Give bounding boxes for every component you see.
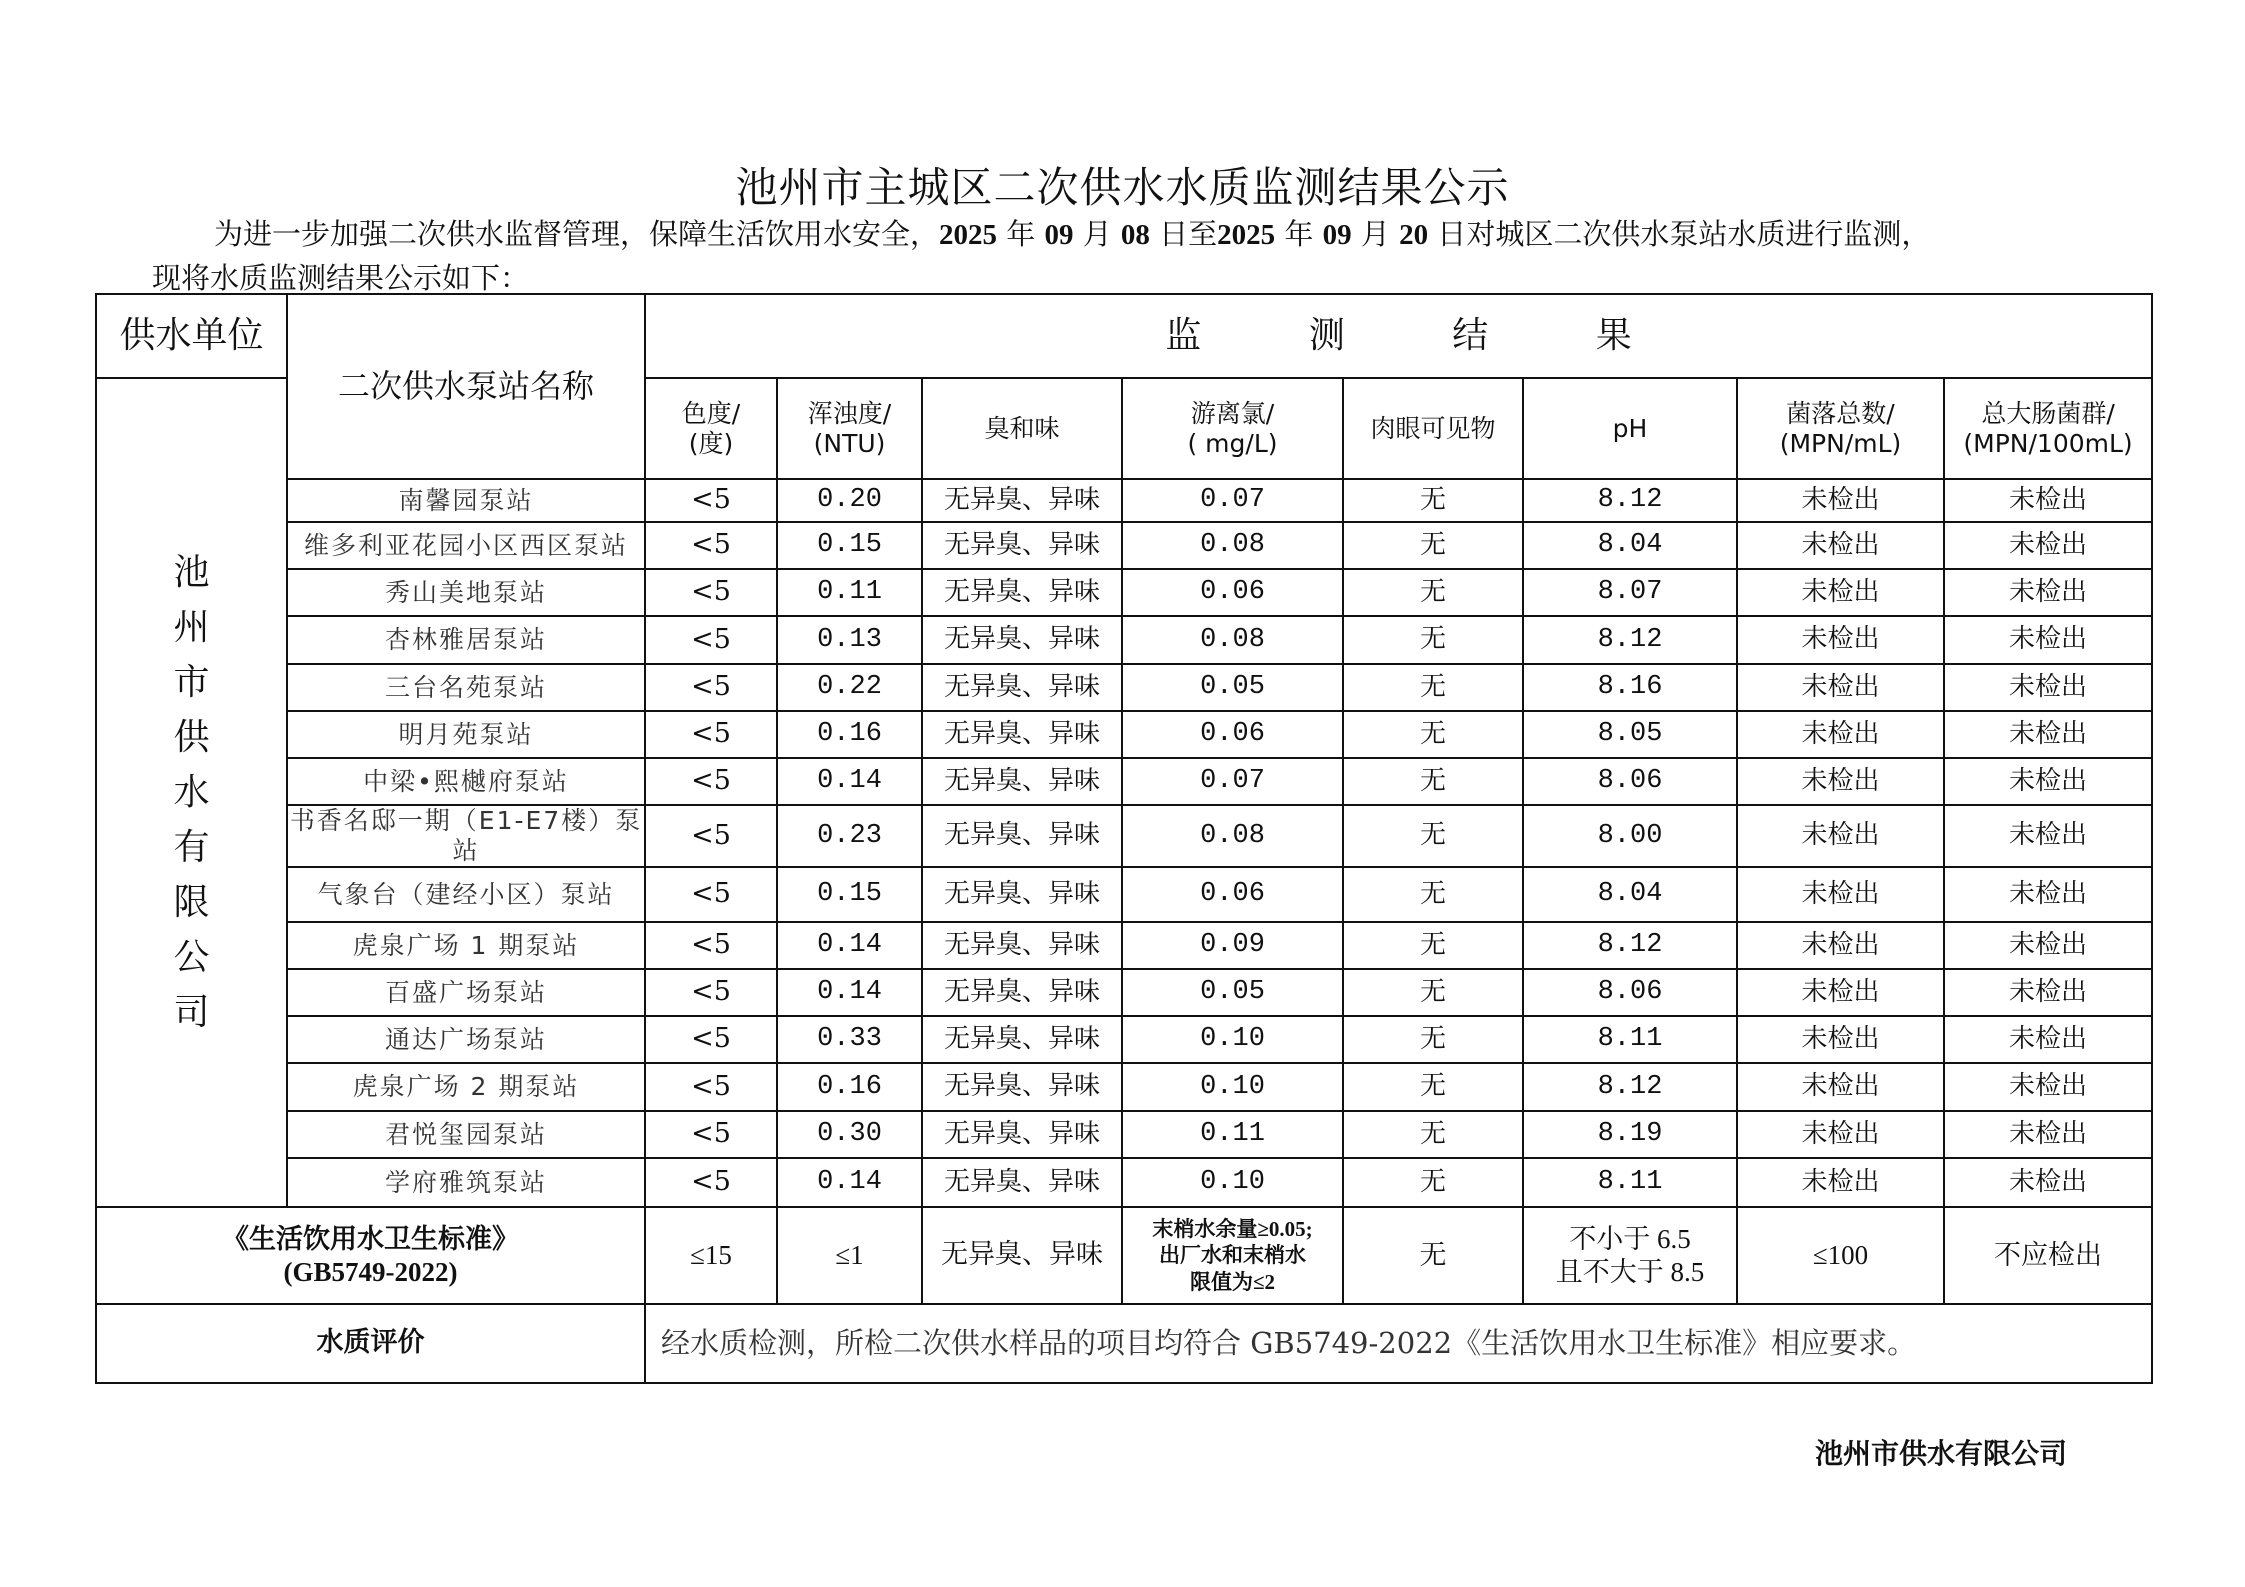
coliform-value: 未检出: [1944, 479, 2152, 522]
turbidity-value: 0.14: [777, 758, 922, 805]
coliform-value: 未检出: [1944, 1158, 2152, 1207]
header-visible-matter: [1343, 378, 1523, 479]
header-station-name: 二次供水泵站名称: [287, 294, 645, 479]
supply-company-cell: [96, 378, 287, 1207]
header-chlorine-line1: 游离氯/: [1190, 398, 1275, 428]
chlorine-value: 0.10: [1122, 1158, 1343, 1207]
ph-value: 8.12: [1523, 479, 1737, 522]
standard-coliform: 不应检出: [1944, 1207, 2152, 1304]
header-supply-unit: 供水单位: [96, 294, 287, 378]
visible-value: 无: [1343, 969, 1523, 1016]
colony-value: 未检出: [1737, 1063, 1944, 1111]
day-char: 日: [1159, 217, 1189, 251]
color-value: <5: [645, 479, 777, 522]
header-row-1: [96, 294, 2152, 378]
company-char: 州: [173, 607, 210, 648]
visible-value: 无: [1343, 1158, 1523, 1207]
odor-value: 无异臭、异味: [922, 1016, 1122, 1063]
colony-value: 未检出: [1737, 711, 1944, 758]
day-char: 日: [1437, 217, 1467, 251]
chlorine-value: 0.05: [1122, 664, 1343, 711]
ph-value: 8.12: [1523, 616, 1737, 664]
station-name: 书香名邸一期（E1-E7楼）泵站: [287, 805, 645, 867]
header-chlorine-line2: ( mg/L): [1187, 428, 1278, 458]
standard-colony: ≤100: [1737, 1207, 1944, 1304]
turbidity-value: 0.23: [777, 805, 922, 867]
standard-chlorine-line2: 出厂水和末梢水: [1159, 1243, 1306, 1268]
chlorine-value: 0.07: [1122, 479, 1343, 522]
coliform-value: 未检出: [1944, 664, 2152, 711]
odor-value: 无异臭、异味: [922, 664, 1122, 711]
colony-value: 未检出: [1737, 522, 1944, 569]
standard-visible: 无: [1343, 1207, 1523, 1304]
company-char: 司: [173, 992, 210, 1033]
visible-value: 无: [1343, 805, 1523, 867]
ph-value: 8.06: [1523, 969, 1737, 1016]
table-row: [96, 1016, 2152, 1063]
colony-value: 未检出: [1737, 1016, 1944, 1063]
odor-value: 无异臭、异味: [922, 969, 1122, 1016]
visible-value: 无: [1343, 867, 1523, 922]
ph-value: 8.12: [1523, 1063, 1737, 1111]
chlorine-value: 0.06: [1122, 711, 1343, 758]
intro-prefix: 为进一步加强二次供水监督管理，保障生活饮用水安全，: [214, 217, 940, 251]
color-value: <5: [645, 522, 777, 569]
standard-chlorine-line1: 末梢水余量≥0.05;: [1152, 1217, 1313, 1242]
turbidity-value: 0.15: [777, 867, 922, 922]
odor-value: 无异臭、异味: [922, 479, 1122, 522]
table-row: [96, 969, 2152, 1016]
color-value: <5: [645, 922, 777, 969]
station-name: 明月苑泵站: [287, 711, 645, 758]
visible-value: 无: [1343, 711, 1523, 758]
ph-value: 8.04: [1523, 867, 1737, 922]
chlorine-value: 0.06: [1122, 867, 1343, 922]
coliform-value: 未检出: [1944, 1016, 2152, 1063]
table-row: [96, 758, 2152, 805]
table-row: [96, 664, 2152, 711]
chlorine-value: 0.07: [1122, 758, 1343, 805]
odor-value: 无异臭、异味: [922, 522, 1122, 569]
coliform-value: 未检出: [1944, 616, 2152, 664]
table-row: [96, 867, 2152, 922]
color-value: <5: [645, 867, 777, 922]
evaluation-row: [96, 1304, 2152, 1383]
visible-value: 无: [1343, 1111, 1523, 1158]
visible-value: 无: [1343, 522, 1523, 569]
table-row: [96, 569, 2152, 616]
turbidity-value: 0.14: [777, 969, 922, 1016]
colony-value: 未检出: [1737, 616, 1944, 664]
header-monitoring-results: 监 测 结 果: [645, 294, 2152, 378]
color-value: <5: [645, 1016, 777, 1063]
standard-odor: 无异臭、异味: [922, 1207, 1122, 1304]
month-char: 月: [1082, 217, 1112, 251]
header-visible-line1: 肉眼可见物: [1370, 413, 1496, 443]
ph-value: 8.11: [1523, 1158, 1737, 1207]
colony-value: 未检出: [1737, 867, 1944, 922]
ph-value: 8.19: [1523, 1111, 1737, 1158]
visible-value: 无: [1343, 922, 1523, 969]
table-row: [96, 479, 2152, 522]
station-name: 秀山美地泵站: [287, 569, 645, 616]
coliform-value: 未检出: [1944, 969, 2152, 1016]
standard-color: ≤15: [645, 1207, 777, 1304]
standard-label: [96, 1207, 645, 1304]
visible-value: 无: [1343, 1063, 1523, 1111]
year-char: 年: [1006, 217, 1036, 251]
header-turbidity: [777, 378, 922, 479]
table-row: [96, 1111, 2152, 1158]
ph-value: 8.11: [1523, 1016, 1737, 1063]
chlorine-value: 0.10: [1122, 1063, 1343, 1111]
start-day: 08: [1120, 219, 1150, 251]
chlorine-value: 0.08: [1122, 805, 1343, 867]
company-char: 市: [173, 662, 210, 703]
table-row: [96, 616, 2152, 664]
chlorine-value: 0.09: [1122, 922, 1343, 969]
turbidity-value: 0.16: [777, 1063, 922, 1111]
station-name: 虎泉广场 2 期泵站: [287, 1063, 645, 1111]
end-month: 09: [1322, 219, 1352, 251]
station-name: 君悦玺园泵站: [287, 1111, 645, 1158]
color-value: <5: [645, 1111, 777, 1158]
color-value: <5: [645, 664, 777, 711]
color-value: <5: [645, 1063, 777, 1111]
turbidity-value: 0.30: [777, 1111, 922, 1158]
standard-label-line2: (GB5749-2022): [283, 1256, 458, 1287]
turbidity-value: 0.22: [777, 664, 922, 711]
turbidity-value: 0.16: [777, 711, 922, 758]
coliform-value: 未检出: [1944, 711, 2152, 758]
header-colony-line2: (MPN/mL): [1779, 428, 1902, 458]
chlorine-value: 0.08: [1122, 522, 1343, 569]
table-row: [96, 711, 2152, 758]
turbidity-value: 0.15: [777, 522, 922, 569]
table-row: [96, 1158, 2152, 1207]
station-name: 中梁•熙樾府泵站: [287, 758, 645, 805]
table-row: [96, 805, 2152, 867]
colony-value: 未检出: [1737, 922, 1944, 969]
standard-ph-line1: 不小于 6.5: [1569, 1224, 1691, 1255]
odor-value: 无异臭、异味: [922, 711, 1122, 758]
visible-value: 无: [1343, 758, 1523, 805]
station-name: 百盛广场泵站: [287, 969, 645, 1016]
ph-value: 8.04: [1523, 522, 1737, 569]
station-name: 三台名苑泵站: [287, 664, 645, 711]
header-colony-line1: 菌落总数/: [1786, 398, 1895, 428]
colony-value: 未检出: [1737, 1111, 1944, 1158]
company-char: 池: [173, 552, 210, 593]
header-color-line2: (度): [688, 428, 734, 458]
color-value: <5: [645, 969, 777, 1016]
odor-value: 无异臭、异味: [922, 569, 1122, 616]
station-name: 通达广场泵站: [287, 1016, 645, 1063]
color-value: <5: [645, 711, 777, 758]
evaluation-label: 水质评价: [96, 1304, 645, 1383]
colony-value: 未检出: [1737, 479, 1944, 522]
standard-row: [96, 1207, 2152, 1304]
station-name: 杏林雅居泵站: [287, 616, 645, 664]
to-char: 至: [1188, 217, 1218, 251]
ph-value: 8.05: [1523, 711, 1737, 758]
ph-value: 8.12: [1523, 922, 1737, 969]
visible-value: 无: [1343, 616, 1523, 664]
odor-value: 无异臭、异味: [922, 867, 1122, 922]
header-ph-line1: pH: [1612, 413, 1648, 443]
colony-value: 未检出: [1737, 664, 1944, 711]
company-char: 供: [173, 717, 210, 758]
ph-value: 8.16: [1523, 664, 1737, 711]
end-day: 20: [1399, 219, 1429, 251]
ph-value: 8.06: [1523, 758, 1737, 805]
odor-value: 无异臭、异味: [922, 805, 1122, 867]
header-odor: [922, 378, 1122, 479]
evaluation-text: 经水质检测，所检二次供水样品的项目均符合 GB5749-2022《生活饮用水卫生标准》相应要求。: [645, 1304, 2152, 1383]
water-quality-table: [95, 293, 2153, 1384]
chlorine-value: 0.06: [1122, 569, 1343, 616]
coliform-value: 未检出: [1944, 867, 2152, 922]
odor-value: 无异臭、异味: [922, 1111, 1122, 1158]
header-colony-count: [1737, 378, 1944, 479]
table-row: [96, 1063, 2152, 1111]
color-value: <5: [645, 569, 777, 616]
colony-value: 未检出: [1737, 805, 1944, 867]
turbidity-value: 0.11: [777, 569, 922, 616]
station-name: 维多利亚花园小区西区泵站: [287, 522, 645, 569]
company-char: 公: [173, 937, 210, 978]
month-char: 月: [1360, 217, 1390, 251]
odor-value: 无异臭、异味: [922, 1063, 1122, 1111]
coliform-value: 未检出: [1944, 1111, 2152, 1158]
visible-value: 无: [1343, 479, 1523, 522]
turbidity-value: 0.33: [777, 1016, 922, 1063]
intro-line-2: 现将水质监测结果公示如下：: [152, 261, 530, 295]
intro-suffix: 对城区二次供水泵站水质进行监测，: [1466, 217, 1931, 251]
color-value: <5: [645, 1158, 777, 1207]
header-color-line1: 色度/: [681, 398, 741, 428]
odor-value: 无异臭、异味: [922, 758, 1122, 805]
company-char: 水: [173, 772, 210, 813]
chlorine-value: 0.08: [1122, 616, 1343, 664]
standard-ph: [1523, 1207, 1737, 1304]
standard-chlorine-line3: 限值为≤2: [1189, 1269, 1276, 1294]
header-odor-line1: 臭和味: [984, 413, 1060, 443]
table-row: [96, 522, 2152, 569]
coliform-value: 未检出: [1944, 805, 2152, 867]
coliform-value: 未检出: [1944, 522, 2152, 569]
header-color: [645, 378, 777, 479]
start-year: 2025: [939, 219, 998, 251]
header-coliform-line1: 总大肠菌群/: [1981, 398, 2115, 428]
header-coliform-line2: (MPN/100mL): [1963, 428, 2133, 458]
intro-line-1: [214, 212, 1930, 253]
year-char: 年: [1284, 217, 1314, 251]
turbidity-value: 0.20: [777, 479, 922, 522]
color-value: <5: [645, 805, 777, 867]
colony-value: 未检出: [1737, 758, 1944, 805]
ph-value: 8.07: [1523, 569, 1737, 616]
page-title: 池州市主城区二次供水水质监测结果公示: [735, 163, 1510, 212]
coliform-value: 未检出: [1944, 1063, 2152, 1111]
header-turbidity-line1: 浑浊度/: [807, 398, 892, 428]
chlorine-value: 0.10: [1122, 1016, 1343, 1063]
company-char: 限: [173, 882, 210, 923]
standard-chlorine: [1122, 1207, 1343, 1304]
standard-turbidity: ≤1: [777, 1207, 922, 1304]
colony-value: 未检出: [1737, 569, 1944, 616]
chlorine-value: 0.05: [1122, 969, 1343, 1016]
odor-value: 无异臭、异味: [922, 1158, 1122, 1207]
visible-value: 无: [1343, 1016, 1523, 1063]
footer-signature: 池州市供水有限公司: [1815, 1437, 2068, 1470]
colony-value: 未检出: [1737, 1158, 1944, 1207]
ph-value: 8.00: [1523, 805, 1737, 867]
end-year: 2025: [1217, 219, 1276, 251]
standard-label-line1: 《生活饮用水卫生标准》: [222, 1224, 519, 1255]
visible-value: 无: [1343, 664, 1523, 711]
coliform-value: 未检出: [1944, 569, 2152, 616]
header-total-coliform: [1944, 378, 2152, 479]
station-name: 南馨园泵站: [287, 479, 645, 522]
company-char: 有: [173, 827, 210, 868]
standard-ph-line2: 且不大于 8.5: [1555, 1256, 1705, 1287]
turbidity-value: 0.14: [777, 922, 922, 969]
turbidity-value: 0.13: [777, 616, 922, 664]
odor-value: 无异臭、异味: [922, 616, 1122, 664]
header-free-chlorine: [1122, 378, 1343, 479]
station-name: 虎泉广场 1 期泵站: [287, 922, 645, 969]
coliform-value: 未检出: [1944, 758, 2152, 805]
chlorine-value: 0.11: [1122, 1111, 1343, 1158]
station-name: 学府雅筑泵站: [287, 1158, 645, 1207]
header-turbidity-line2: (NTU): [813, 428, 886, 458]
visible-value: 无: [1343, 569, 1523, 616]
color-value: <5: [645, 616, 777, 664]
table-row: [96, 922, 2152, 969]
turbidity-value: 0.14: [777, 1158, 922, 1207]
odor-value: 无异臭、异味: [922, 922, 1122, 969]
color-value: <5: [645, 758, 777, 805]
coliform-value: 未检出: [1944, 922, 2152, 969]
header-ph: [1523, 378, 1737, 479]
station-name: 气象台（建经小区）泵站: [287, 867, 645, 922]
start-month: 09: [1044, 219, 1074, 251]
colony-value: 未检出: [1737, 969, 1944, 1016]
